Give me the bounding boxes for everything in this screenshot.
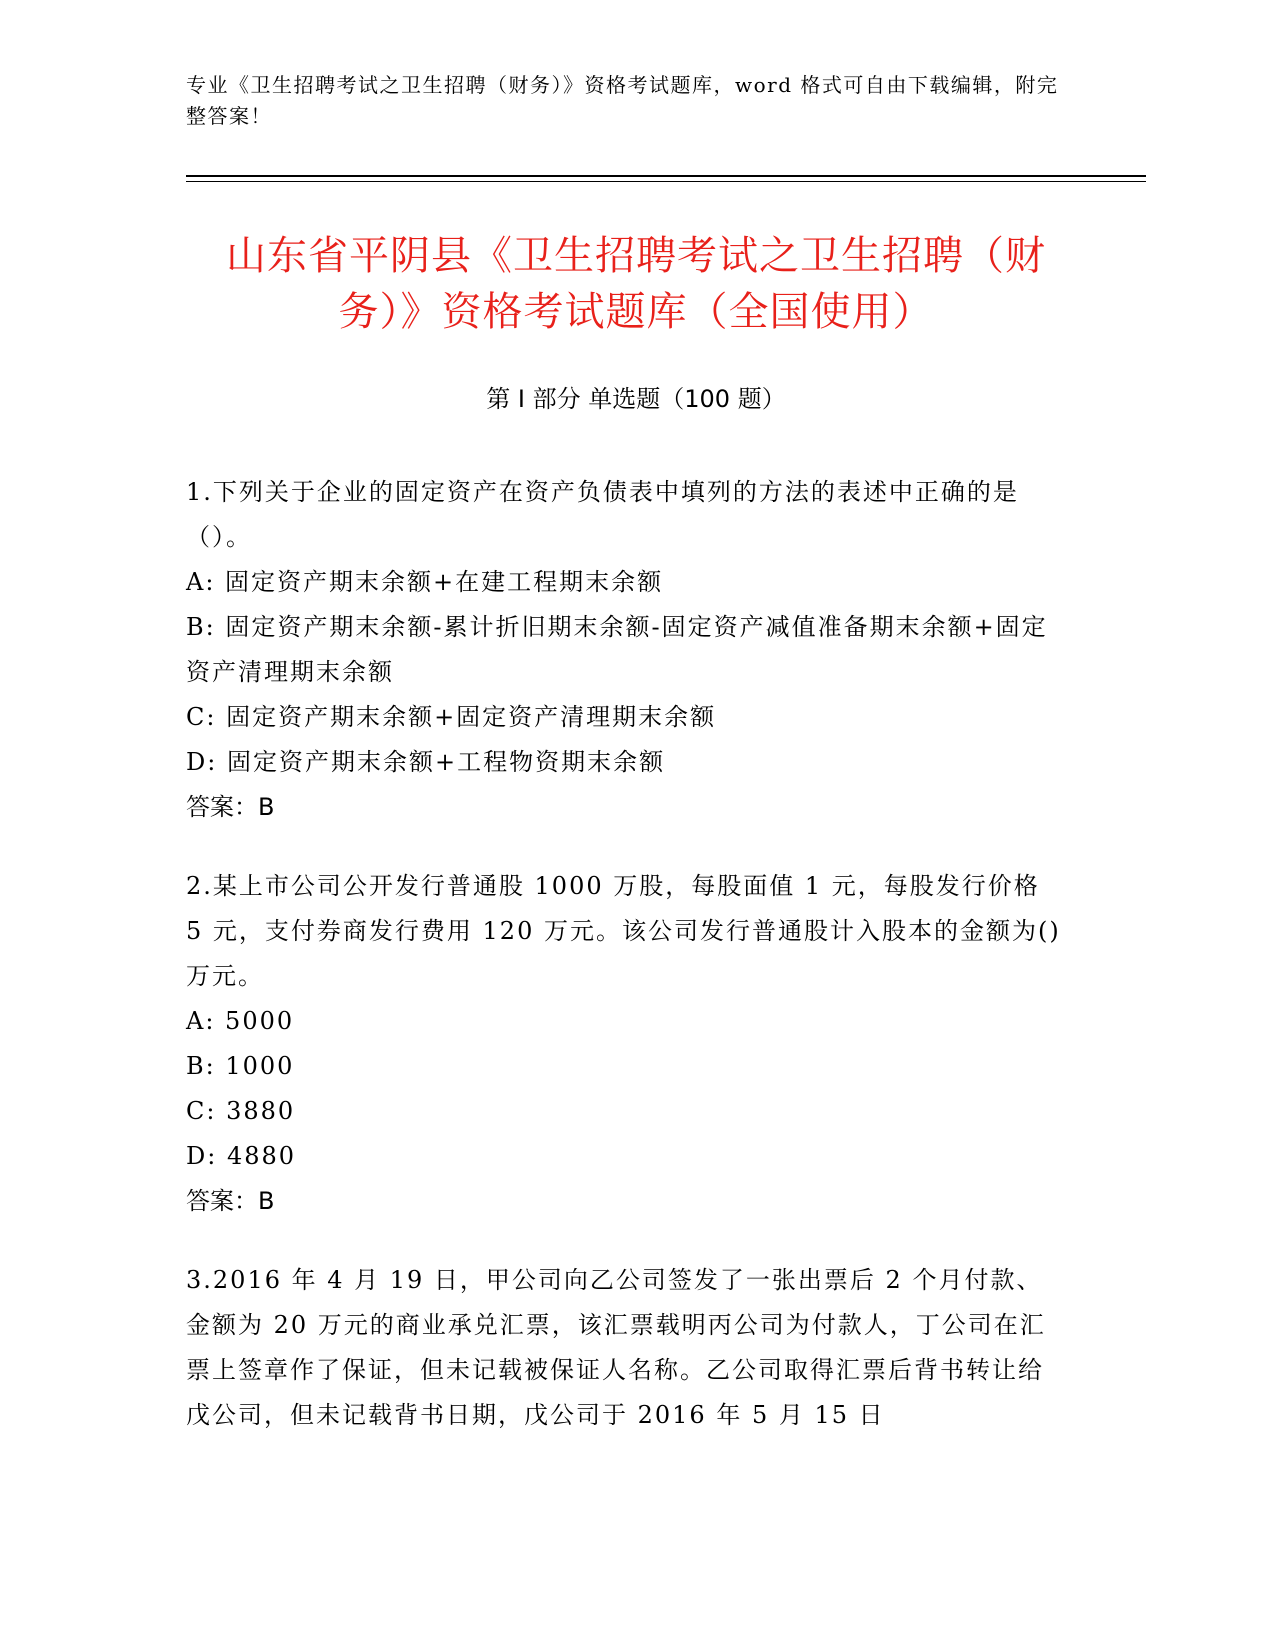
header-divider-thin (186, 181, 1146, 182)
option-b: B: 固定资产期末余额-累计折旧期末余额-固定资产减值准备期末余额+固定资产清理期末余额 (186, 613, 1048, 686)
question-3 (186, 1258, 1066, 1438)
option-c: C: 固定资产期末余额+固定资产清理期末余额 (186, 703, 717, 731)
option-b: B: 1000 (186, 1052, 295, 1080)
document-title: 山东省平阴县《卫生招聘考试之卫生招聘（财务）》资格考试题库（全国使用） (226, 233, 1046, 335)
question-text: 2.某上市公司公开发行普通股 1000 万股，每股面值 1 元，每股发行价格 5 元，支付券商发行费用 120 万元。该公司发行普通股计入股本的金额为()万元。 (186, 872, 1061, 990)
question-text: 3.2016 年 4 月 19 日，甲公司向乙公司签发了一张出票后 2 个月付款、金额为 20 万元的商业承兑汇票，该汇票载明丙公司为付款人，丁公司在汇票上签章作了保证，但未记载被保证人名称。乙公司取得汇票后背书转让给戊公司，但未记载背书日期，戊公司于 2016 年 5 月 15 日 (186, 1266, 1046, 1429)
answer: 答案：B (186, 793, 275, 821)
question-2 (186, 864, 1066, 1224)
section-heading: 第 I 部分 单选题（100 题） (486, 385, 786, 413)
header-divider-thick (186, 175, 1146, 177)
answer: 答案：B (186, 1187, 275, 1215)
option-d: D: 4880 (186, 1142, 297, 1170)
option-a: A: 5000 (186, 1007, 295, 1035)
option-d: D: 固定资产期末余额+工程物资期末余额 (186, 748, 666, 776)
header-note: 专业《卫生招聘考试之卫生招聘（财务）》资格考试题库，word 格式可自由下载编辑，附完整答案！ (186, 73, 1059, 128)
document-page (186, 70, 1086, 132)
option-c: C: 3880 (186, 1097, 296, 1125)
question-1 (186, 470, 1066, 830)
question-list (186, 470, 1066, 1472)
option-a: A: 固定资产期末余额+在建工程期末余额 (186, 568, 664, 596)
question-text: 1.下列关于企业的固定资产在资产负债表中填列的方法的表述中正确的是（）。 (186, 478, 1019, 551)
